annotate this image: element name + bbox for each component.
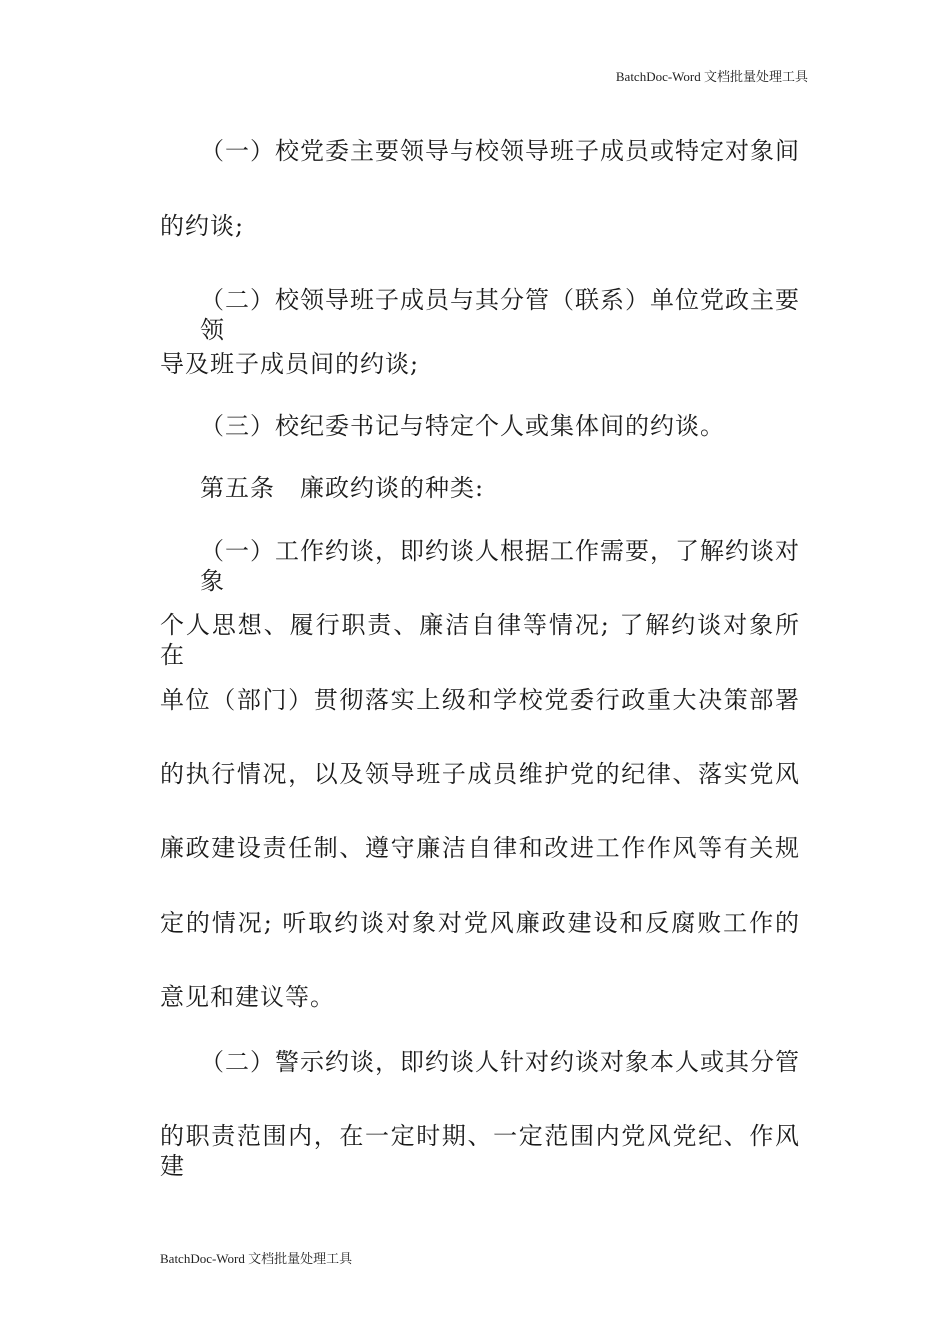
- paragraph-line: （一）工作约谈，即约谈人根据工作需要，了解约谈对象: [200, 537, 800, 595]
- paragraph-line: 的执行情况，以及领导班子成员维护党的纪律、落实党风: [160, 760, 800, 788]
- page-header-note: BatchDoc-Word 文档批量处理工具: [615, 69, 808, 84]
- paragraph-line: 廉政建设责任制、遵守廉洁自律和改进工作作风等有关规: [160, 834, 800, 862]
- paragraph-line: （二）校领导班子成员与其分管（联系）单位党政主要领: [200, 286, 800, 344]
- section-heading: 第五条 廉政约谈的种类:: [200, 474, 485, 502]
- paragraph-line: 单位（部门）贯彻落实上级和学校党委行政重大决策部署: [160, 686, 800, 714]
- paragraph-line: 导及班子成员间的约谈;: [160, 350, 420, 378]
- paragraph-line: （三）校纪委书记与特定个人或集体间的约谈。: [200, 412, 725, 440]
- paragraph-line: 个人思想、履行职责、廉洁自律等情况; 了解约谈对象所在: [160, 611, 800, 669]
- paragraph-line: （二）警示约谈，即约谈人针对约谈对象本人或其分管: [200, 1048, 800, 1076]
- page-footer-note: BatchDoc-Word 文档批量处理工具: [160, 1251, 353, 1266]
- paragraph-line: 定的情况; 听取约谈对象对党风廉政建设和反腐败工作的: [160, 909, 800, 937]
- paragraph-line: 意见和建议等。: [160, 983, 335, 1011]
- paragraph-line: （一）校党委主要领导与校领导班子成员或特定对象间: [200, 137, 800, 165]
- paragraph-line: 的约谈;: [160, 212, 245, 240]
- paragraph-line: 的职责范围内，在一定时期、一定范围内党风党纪、作风建: [160, 1122, 800, 1180]
